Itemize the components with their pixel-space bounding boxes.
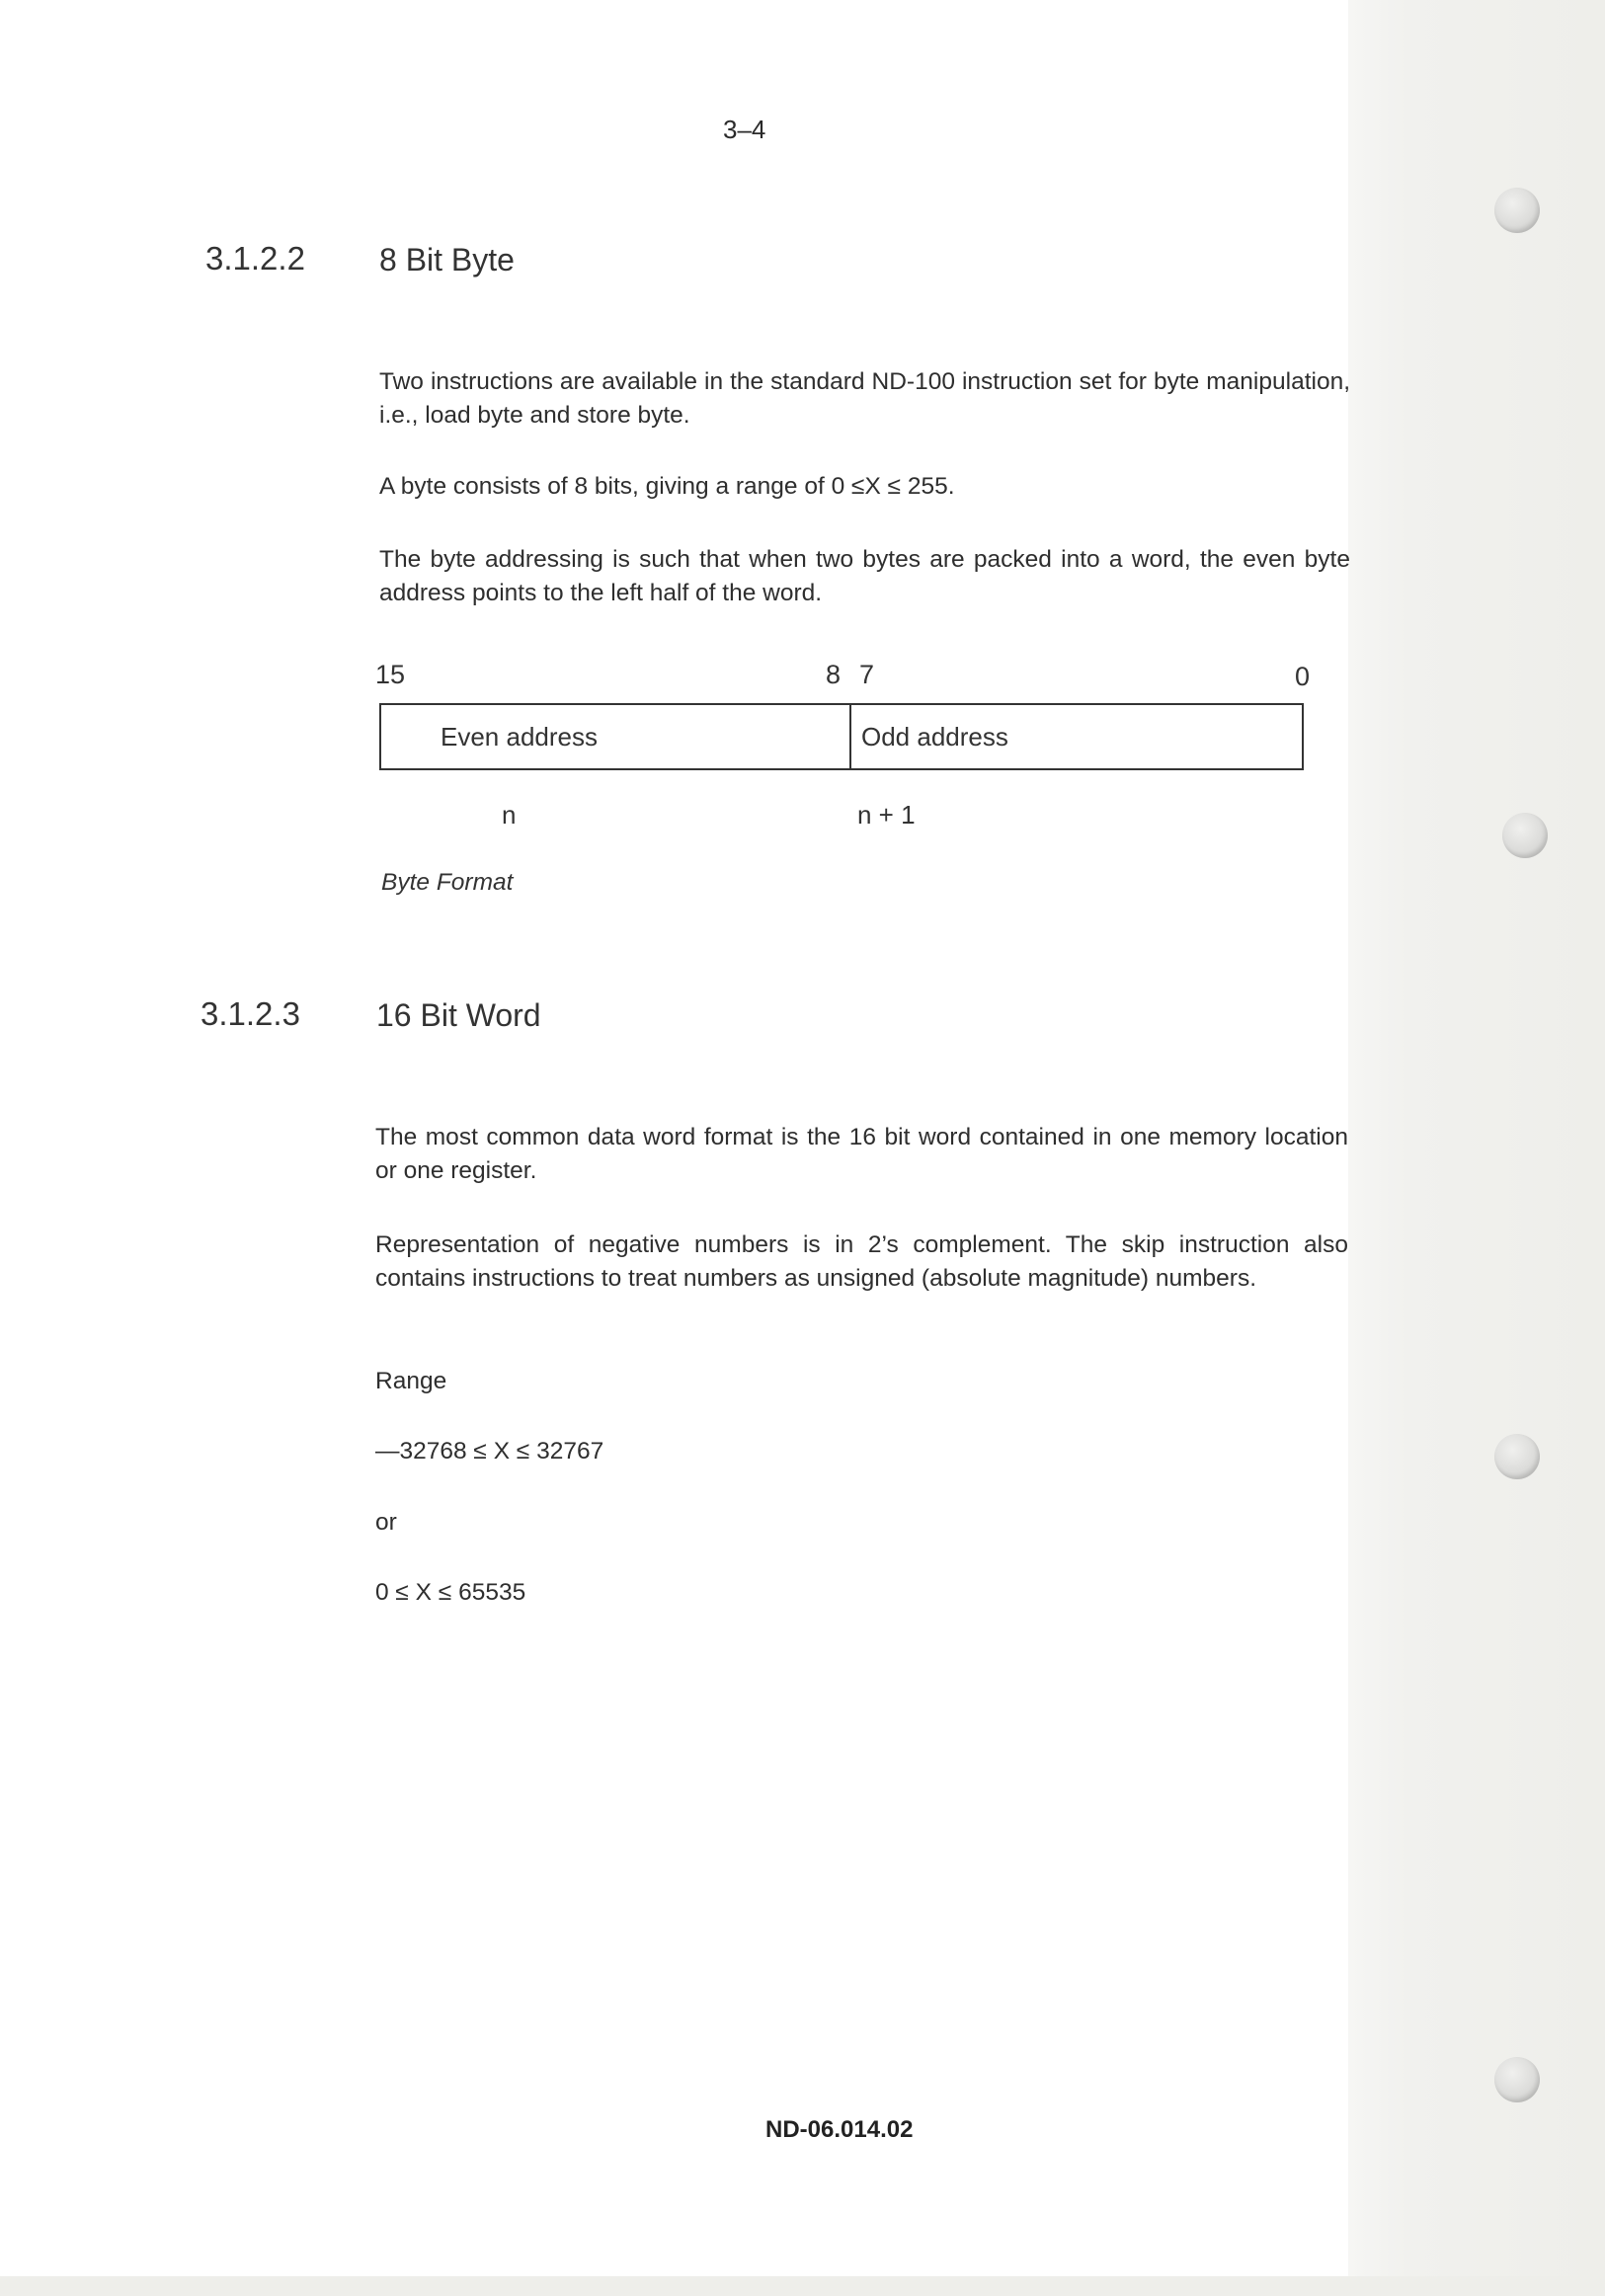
bit-label-8: 8 [826, 660, 842, 689]
range-label: Range [375, 1368, 447, 1394]
document-id: ND-06.014.02 [765, 2116, 914, 2143]
paragraph: The byte addressing is such that when two bytes are packed into a word, the even byte address points to the left half of the word. [379, 546, 1350, 606]
byte-box [379, 703, 1304, 770]
paragraph: Representation of negative numbers is in 2’s complement. The skip instruction also contains instructions to treat numbers as unsigned (absolute magnitude) numbers. [375, 1231, 1348, 1292]
section-title: 16 Bit Word [376, 997, 541, 1033]
paragraph: Two instructions are available in the standard ND-100 instruction set for byte manipulation, i.e., load byte and store byte. [379, 368, 1350, 429]
bit-label-7: 7 [859, 660, 875, 689]
bit-label-15: 15 [375, 660, 406, 689]
odd-address-cell: Odd address [861, 721, 1008, 752]
paragraph: The most common data word format is the 16 bit word contained in one memory location or one register. [375, 1124, 1348, 1184]
section-number: 3.1.2.2 [205, 240, 305, 277]
range-unsigned: 0 ≤ X ≤ 65535 [375, 1579, 526, 1606]
bit-label-0: 0 [1295, 662, 1311, 691]
paper-bottom-edge [0, 2276, 1605, 2296]
punch-hole-2 [1502, 813, 1548, 858]
paper-edge [1348, 0, 1605, 2296]
range-signed: —32768 ≤ X ≤ 32767 [375, 1438, 604, 1465]
even-address-cell: Even address [381, 705, 851, 768]
punch-hole-3 [1494, 1434, 1540, 1479]
section-number: 3.1.2.3 [201, 995, 300, 1032]
byte-sublabel-n-plus-1: n + 1 [857, 800, 916, 830]
range-or: or [375, 1509, 397, 1536]
punch-hole-4 [1494, 2057, 1540, 2102]
paragraph: A byte consists of 8 bits, giving a range of 0 ≤X ≤ 255. [379, 473, 955, 500]
byte-sublabel-n: n [502, 800, 517, 830]
page-number: 3–4 [723, 115, 766, 144]
punch-hole-1 [1494, 188, 1540, 233]
section-title: 8 Bit Byte [379, 242, 515, 277]
figure-caption: Byte Format [381, 869, 514, 896]
